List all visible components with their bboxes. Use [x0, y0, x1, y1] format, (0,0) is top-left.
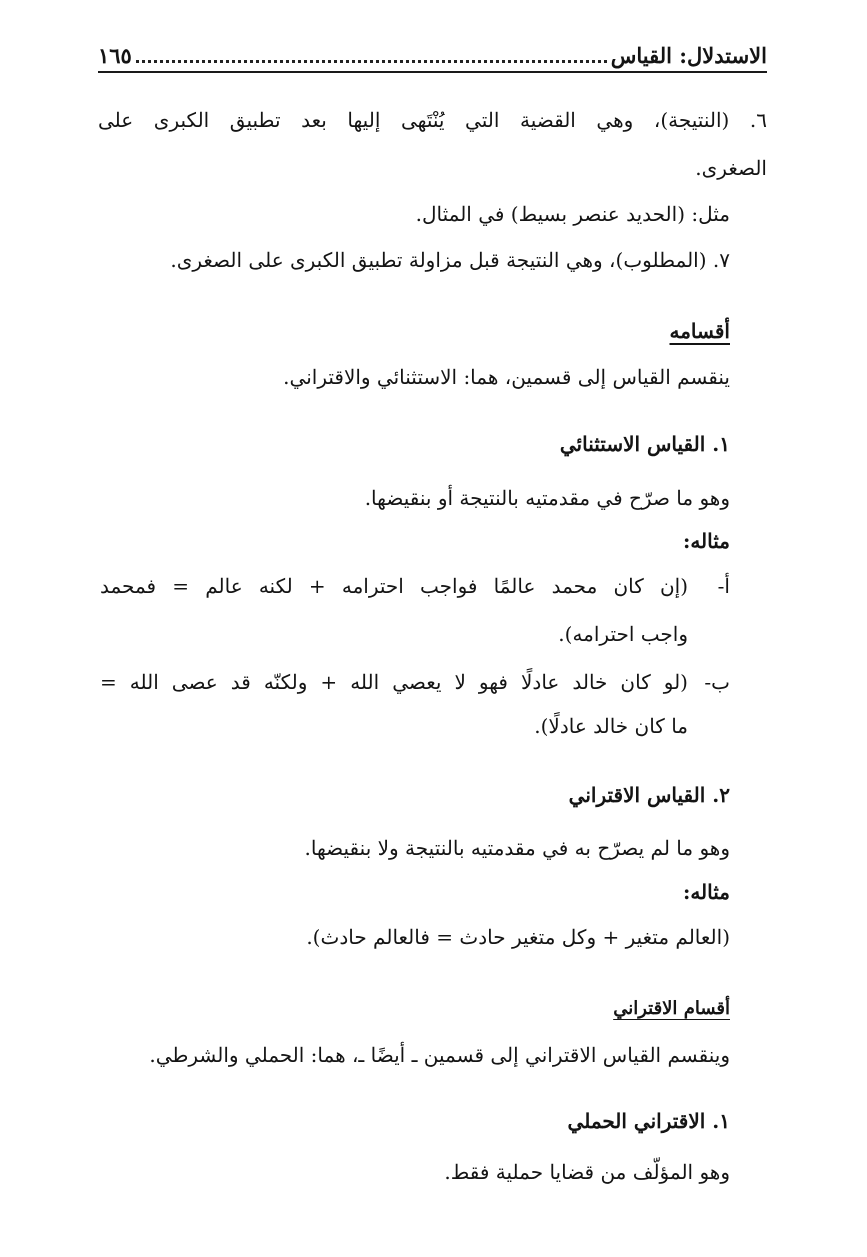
- sections-intro: ينقسم القياس إلى قسمين، هما: الاستثنائي والاقتراني.: [283, 365, 730, 389]
- istithnai-definition: وهو ما صرّح في مقدمتيه بالنتيجة أو بنقيضها.: [364, 486, 730, 510]
- item-7-line: ٧. (المطلوب)، وهي النتيجة قبل مزاولة تطبيق الكبرى على الصغرى.: [170, 248, 730, 272]
- page-number: ١٦٥: [98, 43, 132, 68]
- istithnai-heading: ١. القياس الاستثنائي: [559, 432, 730, 456]
- example-2-label: مثاله:: [682, 880, 730, 904]
- dot-leader: [136, 60, 607, 63]
- example-1-label: مثاله:: [682, 529, 730, 553]
- example-a-line-1: (إن كان محمد عالمًا فواجب احترامه + لكنه عالم = فمحمد: [100, 574, 688, 598]
- example-a-row: [100, 570, 730, 602]
- header-rule: [98, 71, 767, 73]
- example-b-row: [100, 666, 730, 698]
- example-b-line-2: ما كان خالد عادلًا).: [534, 714, 688, 738]
- sections-heading: أقسامه: [669, 319, 730, 343]
- running-header: [98, 36, 767, 70]
- example-line: مثل: (الحديد عنصر بسيط) في المثال.: [415, 202, 730, 226]
- example-b-line-1: (لو كان خالد عادلًا فهو لا يعصي الله + ولكنّه قد عصى الله =: [100, 670, 688, 694]
- item-6-line-1: ٦. (النتيجة)، وهي القضية التي يُنْتَهى إليها بعد تطبيق الكبرى على: [98, 108, 767, 132]
- example-a-line-2: واجب احترامه).: [558, 622, 688, 646]
- iqtirani-definition: وهو ما لم يصرّح به في مقدمتيه بالنتيجة ولا بنقيضها.: [304, 836, 730, 860]
- example-a-marker: أ-: [717, 574, 730, 598]
- iqtirani-sections-heading: أقسام الاقتراني: [613, 998, 730, 1019]
- iqtirani-heading: ٢. القياس الاقتراني: [568, 783, 730, 807]
- running-title: الاستدلال: القياس: [610, 43, 767, 68]
- hamli-definition: وهو المؤلّف من قضايا حملية فقط.: [444, 1160, 730, 1184]
- item-6-line-2: الصغرى.: [695, 156, 767, 180]
- example-b-marker: ب-: [704, 670, 730, 694]
- iqtirani-sections-intro: وينقسم القياس الاقتراني إلى قسمين ـ أيضًا ـ، هما: الحملي والشرطي.: [149, 1043, 730, 1067]
- hamli-heading: ١. الاقتراني الحملي: [567, 1109, 730, 1133]
- example-2-text: (العالم متغير + وكل متغير حادث = فالعالم حادث).: [306, 925, 730, 949]
